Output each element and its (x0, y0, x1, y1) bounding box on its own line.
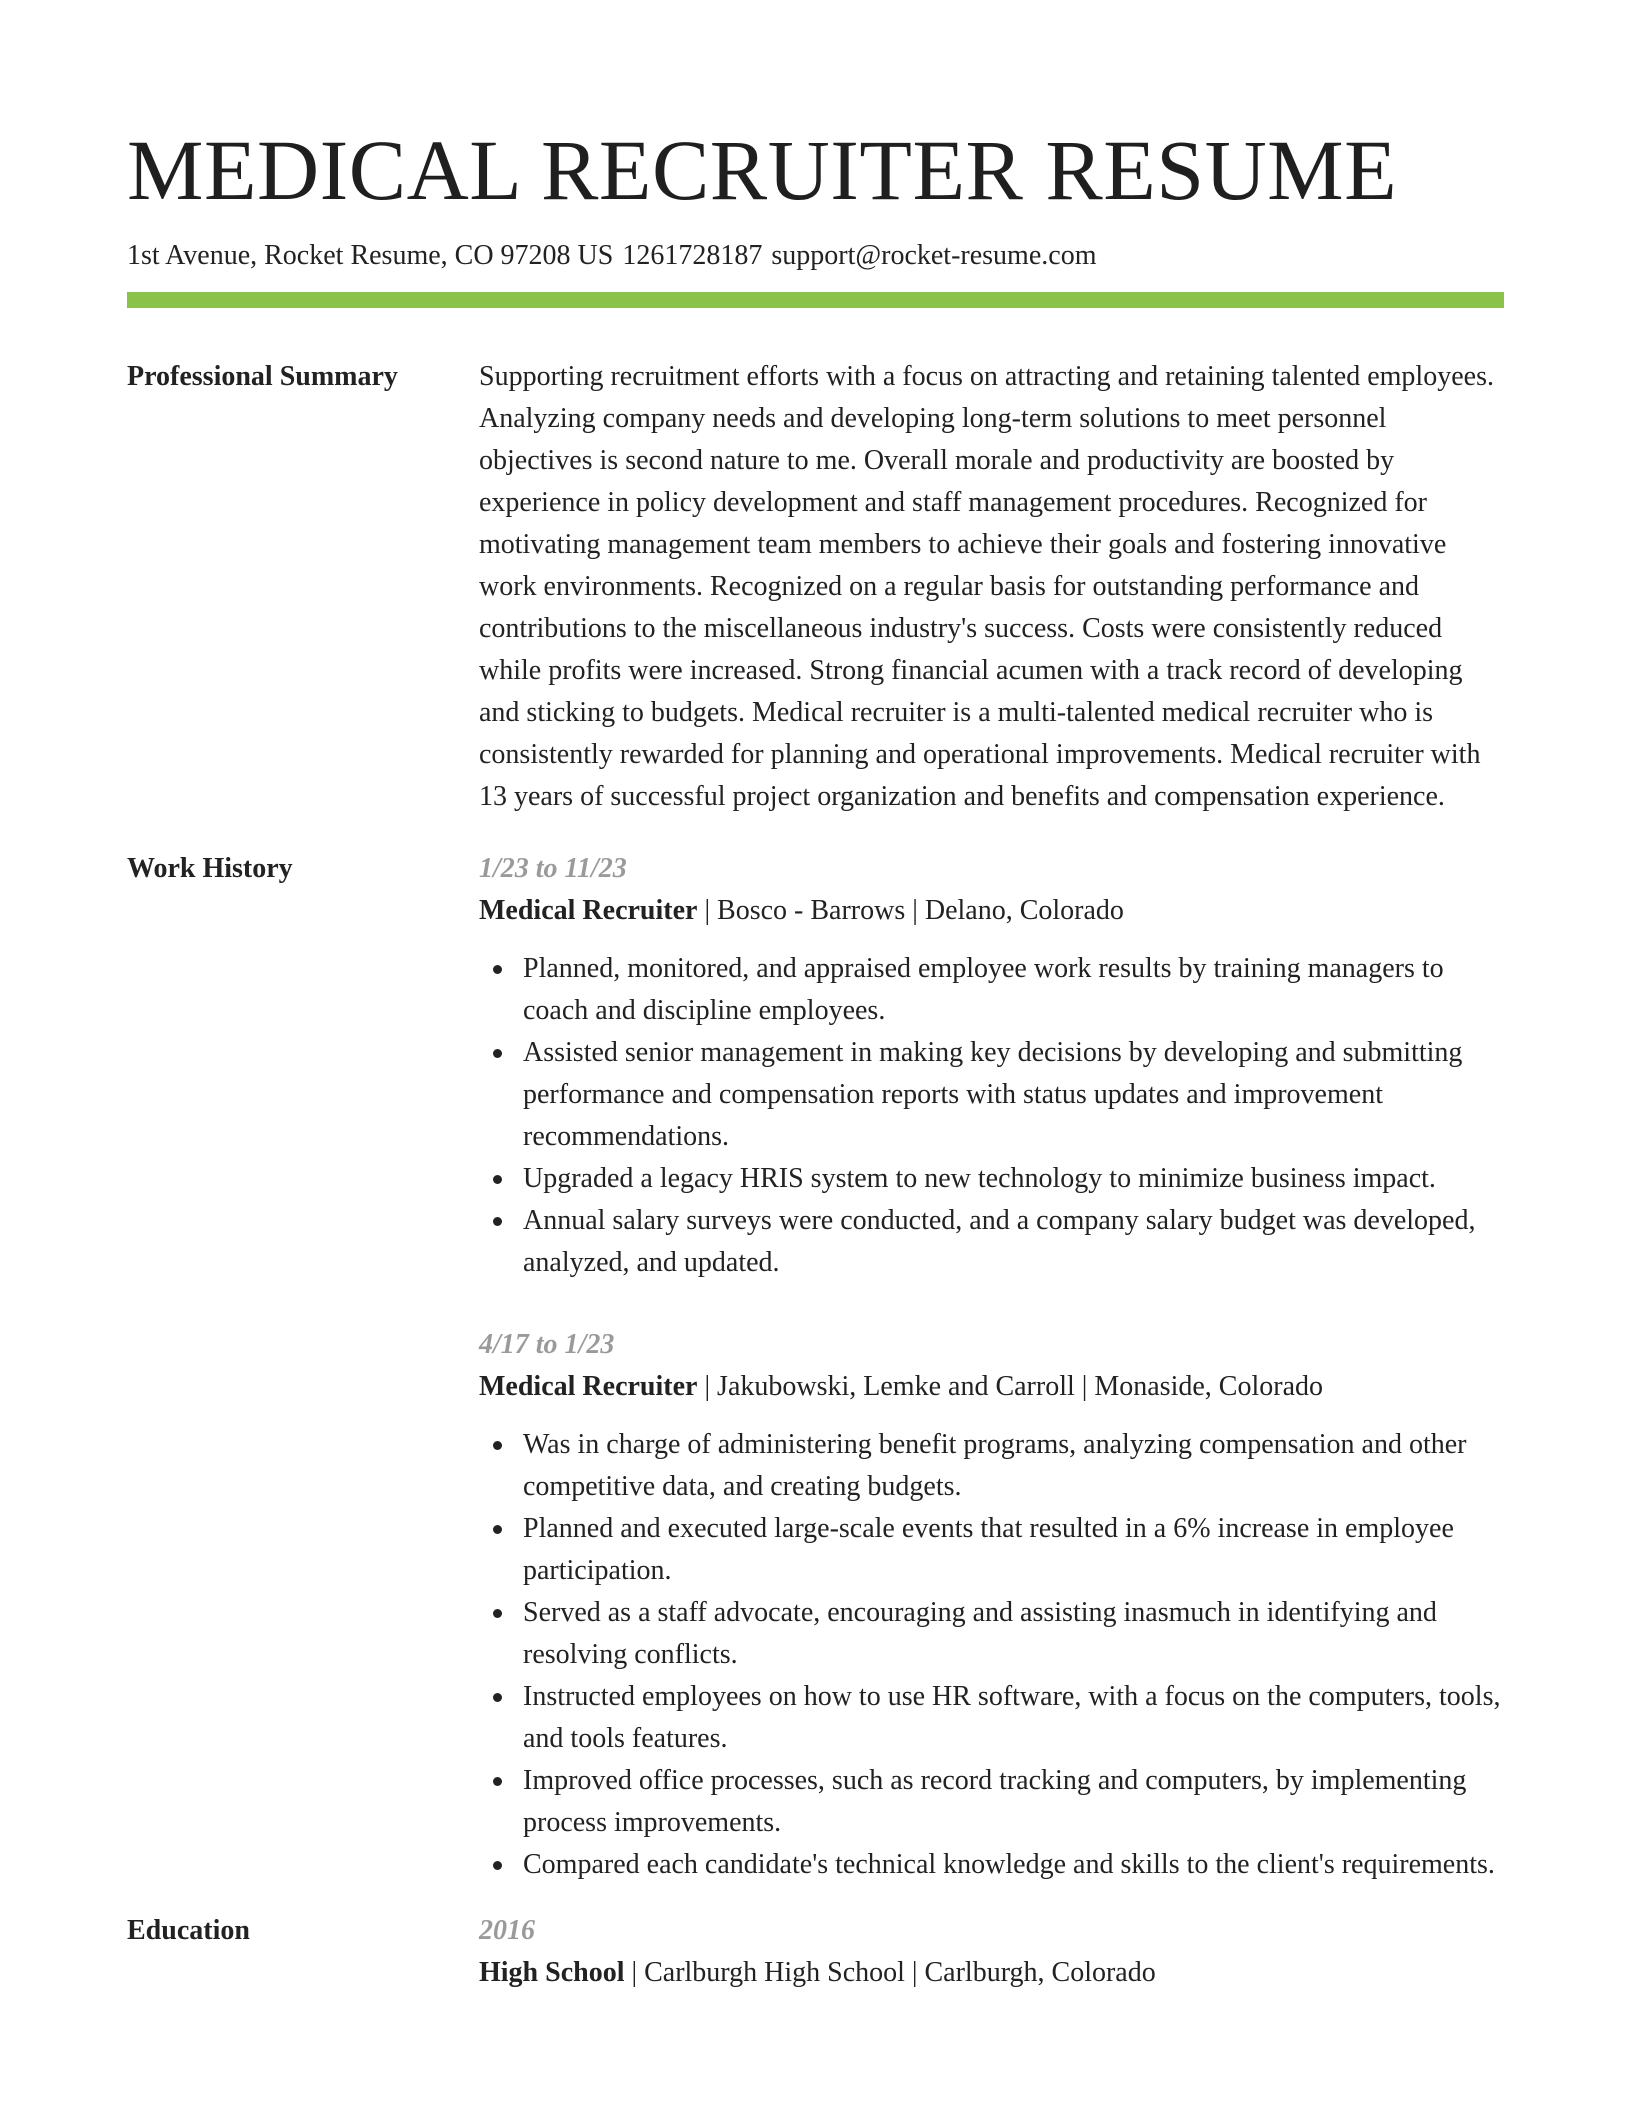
job-bullet-list (479, 1424, 1504, 1886)
job-bullet-text: Planned, monitored, and appraised employee work results by training managers to coach and discipline employees. (523, 953, 1444, 1026)
education-body (479, 1910, 1504, 1994)
job-title-line (479, 890, 1504, 932)
summary-section (127, 356, 1504, 818)
job-role: Medical Recruiter (479, 1371, 698, 1402)
work-history-heading: Work History (127, 853, 293, 884)
bullet-icon (493, 1217, 502, 1226)
bullet-icon (493, 1441, 502, 1450)
bullet-icon (493, 1693, 502, 1702)
job-bullet-text: Was in charge of administering benefit programs, analyzing compensation and other competitive data, and creating budgets. (523, 1429, 1467, 1502)
resume-title: MEDICAL RECRUITER RESUME (127, 122, 1398, 218)
education-section (127, 1910, 1504, 1994)
job-dates: 1/23 to 11/23 (479, 853, 627, 884)
job-entry (479, 848, 1504, 1284)
job-role: Medical Recruiter (479, 895, 698, 926)
job-bullet (479, 948, 1504, 1032)
job-bullet (479, 1200, 1504, 1284)
job-bullet (479, 1844, 1504, 1886)
accent-divider (127, 292, 1504, 308)
job-employer-location: | Jakubowski, Lemke and Carroll | Monaside, Colorado (697, 1371, 1323, 1402)
bullet-icon (493, 1777, 502, 1786)
job-employer-location: | Bosco - Barrows | Delano, Colorado (697, 895, 1124, 926)
job-bullet (479, 1592, 1504, 1676)
contact-line (127, 238, 1505, 274)
summary-text: Supporting recruitment efforts with a focus on attracting and retaining talented employees. Analyzing company needs and developing long-term solutions to meet personnel objectives is second nature to me. Overall morale and productivity are boosted by experience in policy development and staff management procedures. Recognized for motivating management team members to achieve their goals and fostering innovative work environments. Recognized on a regular basis for outstanding performance and contributions to the miscellaneous industry's success. Costs were consistently reduced while profits were increased. Strong financial acumen with a track record of developing and sticking to budgets. Medical recruiter is a multi-talented medical recruiter who is consistently rewarded for planning and operational improvements. Medical recruiter with 13 years of successful project organization and benefits and compensation experience. (479, 361, 1494, 812)
job-bullet (479, 1508, 1504, 1592)
job-title-line (479, 1366, 1504, 1408)
contact-phone: 1261728187 (622, 240, 763, 271)
contact-address: 1st Avenue, Rocket Resume, CO 97208 US (127, 240, 614, 271)
bullet-icon (493, 1609, 502, 1618)
job-bullet-text: Compared each candidate's technical knowledge and skills to the client's requirements. (523, 1849, 1495, 1880)
education-heading: Education (127, 1915, 250, 1946)
bullet-icon (493, 1525, 502, 1534)
job-entry (479, 1324, 1504, 1886)
contact-email: support@rocket-resume.com (771, 240, 1097, 271)
education-degree: High School (479, 1957, 625, 1988)
job-bullet (479, 1760, 1504, 1844)
work-history-body (479, 848, 1504, 1886)
job-dates: 4/17 to 1/23 (479, 1329, 615, 1360)
summary-heading: Professional Summary (127, 361, 398, 392)
job-bullet-text: Upgraded a legacy HRIS system to new technology to minimize business impact. (523, 1163, 1436, 1194)
education-line (479, 1952, 1504, 1994)
job-bullet (479, 1676, 1504, 1760)
work-history-section (127, 848, 1504, 1886)
job-bullet-text: Instructed employees on how to use HR software, with a focus on the computers, tools, and tools features. (523, 1681, 1501, 1754)
bullet-icon (493, 1049, 502, 1058)
job-bullet (479, 1424, 1504, 1508)
bullet-icon (493, 965, 502, 974)
bullet-icon (493, 1861, 502, 1870)
education-school-location: | Carlburgh High School | Carlburgh, Colorado (624, 1957, 1156, 1988)
job-bullet (479, 1032, 1504, 1158)
job-bullet (479, 1158, 1504, 1200)
education-dates: 2016 (479, 1915, 535, 1946)
job-bullet-text: Served as a staff advocate, encouraging and assisting inasmuch in identifying and resolving conflicts. (523, 1597, 1437, 1670)
job-bullet-list (479, 948, 1504, 1284)
job-bullet-text: Planned and executed large-scale events that resulted in a 6% increase in employee participation. (523, 1513, 1454, 1586)
job-bullet-text: Improved office processes, such as record tracking and computers, by implementing process improvements. (523, 1765, 1467, 1838)
bullet-icon (493, 1175, 502, 1184)
job-bullet-text: Annual salary surveys were conducted, and a company salary budget was developed, analyzed, and updated. (523, 1205, 1476, 1278)
job-bullet-text: Assisted senior management in making key decisions by developing and submitting performance and compensation reports with status updates and improvement recommendations. (523, 1037, 1463, 1152)
